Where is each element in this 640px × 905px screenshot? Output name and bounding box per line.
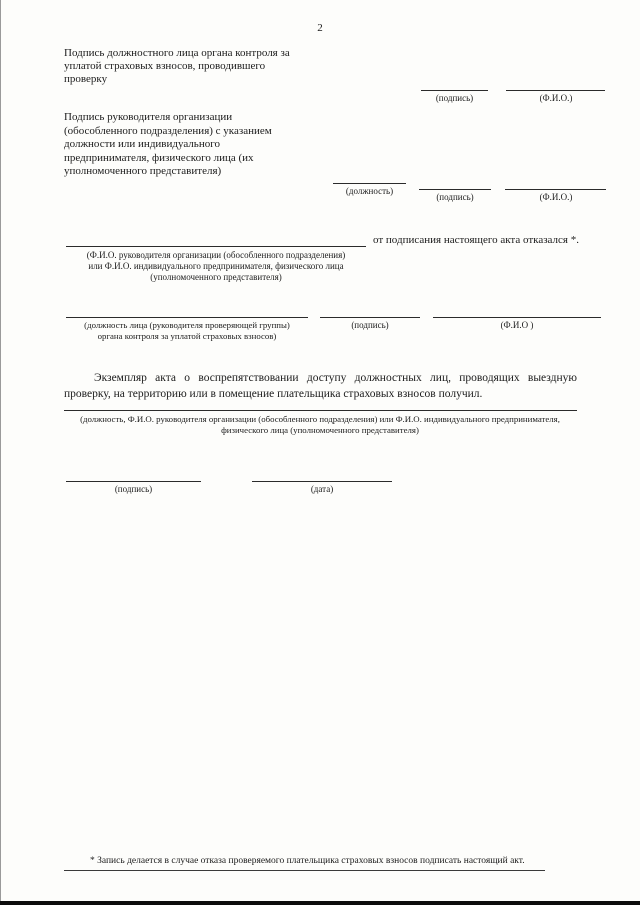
refusal-caption-line: (уполномоченного представителя) xyxy=(150,272,282,282)
group-head-position-caption-line: (должность лица (руководителя проверяющей группы) xyxy=(84,320,290,330)
refusal-text: от подписания настоящего акта отказался *. xyxy=(373,234,579,246)
receipt-date-line xyxy=(252,481,392,482)
refusal-blank-line xyxy=(66,246,366,247)
s1-fio-line xyxy=(506,90,605,91)
receipt-caption-line: (должность, Ф.И.О. руководителя организации (обособленного подразделения) или Ф.И.О. индивидуального предпринимателя, xyxy=(80,414,560,424)
s2-signature-line xyxy=(419,189,491,190)
group-head-position-caption-line: органа контроля за уплатой страховых взносов) xyxy=(97,331,277,341)
head-signature-label-line: должности или индивидуального xyxy=(64,138,220,151)
receipt-paragraph: Экземпляр акта о воспрепятствовании доступу должностных лиц, проводящих выездную проверку, на территорию или в помещение плательщика страховых взносов получил. xyxy=(64,372,577,400)
s1-signature-caption: (подпись) xyxy=(435,93,474,103)
s1-fio-caption: (Ф.И.О.) xyxy=(539,93,573,103)
page-number: 2 xyxy=(317,22,323,34)
footnote-rule xyxy=(64,870,545,871)
inspector-signature-label-line: проверку xyxy=(64,73,108,85)
head-signature-label-line: (обособленного подразделения) с указанием xyxy=(64,124,272,137)
inspector-signature-label xyxy=(64,47,334,86)
head-signature-label-line: уполномоченного представителя) xyxy=(64,165,222,178)
head-signature-label-line: предпринимателя, физического лица (их xyxy=(64,151,254,164)
footnote-text: * Запись делается в случае отказа проверяемого плательщика страховых взносов подписать настоящий акт. xyxy=(90,856,525,866)
s2-fio-line xyxy=(505,189,606,190)
s2-position-caption: (должность) xyxy=(345,186,394,196)
refusal-caption-line: (Ф.И.О. руководителя организации (обособленного подразделения) xyxy=(86,250,346,260)
refusal-caption-line: или Ф.И.О. индивидуального предпринимателя, физического лица xyxy=(88,261,344,271)
receipt-date-caption: (дата) xyxy=(310,484,334,494)
bottom-scan-edge xyxy=(0,901,640,905)
s2-position-line xyxy=(333,183,406,184)
r3-signature-caption: (подпись) xyxy=(351,320,389,330)
r3-fio-line xyxy=(433,317,601,318)
inspector-signature-label-line: Подпись должностного лица органа контроля за xyxy=(64,47,290,59)
left-scan-edge xyxy=(0,0,1,905)
r3-signature-line xyxy=(320,317,420,318)
s1-signature-line xyxy=(421,90,488,91)
receipt-blank-line xyxy=(64,410,577,411)
receipt-signature-caption: (подпись) xyxy=(114,484,153,494)
receipt-signature-line xyxy=(66,481,201,482)
inspector-signature-label-line: уплатой страховых взносов, проводившего xyxy=(64,60,266,72)
group-head-position-line xyxy=(66,317,308,318)
head-signature-label-line: Подпись руководителя организации xyxy=(64,111,233,123)
head-signature-label xyxy=(64,111,326,179)
s2-signature-caption: (подпись) xyxy=(436,192,474,202)
r3-fio-caption: (Ф.И.О ) xyxy=(500,320,534,330)
receipt-caption-line: физического лица (уполномоченного представителя) xyxy=(221,425,419,435)
s2-fio-caption: (Ф.И.О.) xyxy=(539,192,573,202)
